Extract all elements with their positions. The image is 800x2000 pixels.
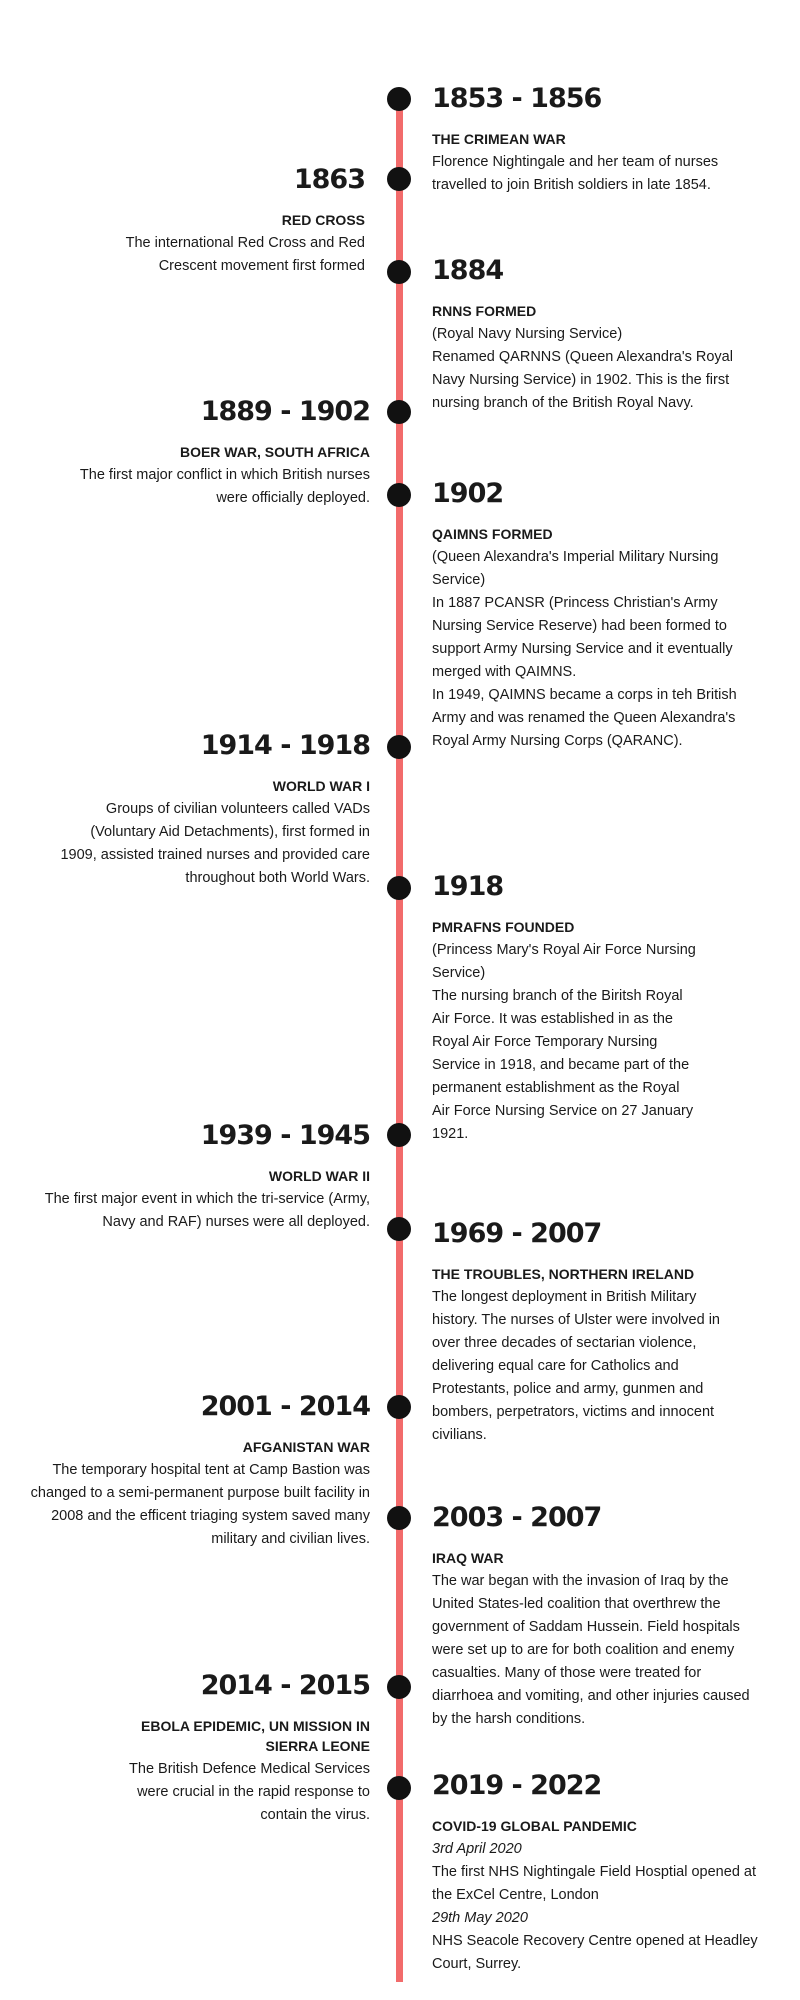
timeline-entry-rnns-formed	[432, 255, 762, 415]
entry-title: EBOLA EPIDEMIC, UN MISSION IN SIERRA LEONE	[141, 1718, 370, 1754]
entry-year: 1884	[432, 255, 504, 286]
entry-body	[105, 232, 365, 278]
entry-text: NHS Seacole Recovery Centre opened at Headley Court, Surrey.	[432, 1933, 758, 1972]
timeline-entry-boer-war	[75, 396, 370, 510]
entry-year: 1889 - 1902	[200, 396, 370, 427]
entry-text: The British Defence Medical Services were crucial in the rapid response to contain the virus.	[129, 1761, 370, 1823]
entry-body	[8, 1459, 370, 1551]
entry-date: 3rd April 2020	[432, 1841, 522, 1857]
entry-year: 1902	[432, 478, 504, 509]
timeline-dot	[387, 1217, 411, 1241]
timeline-entry-crimean-war	[432, 83, 762, 197]
timeline-dot	[387, 1776, 411, 1800]
entry-date: 29th May 2020	[432, 1910, 528, 1926]
entry-text: In 1949, QAIMNS became a corps in teh British Army and was renamed the Queen Alexandra's Royal Army Nursing Corps (QARANC).	[432, 687, 737, 749]
entry-body	[432, 939, 697, 1146]
entry-year: 2014 - 2015	[200, 1670, 370, 1701]
entry-body	[52, 798, 370, 890]
entry-title: THE TROUBLES, NORTHERN IRELAND	[432, 1266, 695, 1282]
entry-year: 2001 - 2014	[200, 1391, 370, 1422]
entry-year: 1914 - 1918	[200, 730, 370, 761]
entry-title: BOER WAR, SOUTH AFRICA	[179, 444, 370, 460]
entry-title: RNNS FORMED	[432, 303, 537, 319]
entry-text: The longest deployment in British Military history. The nurses of Ulster were involved in over three decades of sectarian violence, delivering equal care for Catholics and Protestants, police and army, gunmen and bombers, perpetrators, victims and innocent civilians.	[432, 1289, 720, 1443]
timeline-entry-world-war-1	[52, 730, 370, 890]
entry-body	[75, 464, 370, 510]
timeline-entry-pmrafns-founded	[432, 871, 697, 1146]
timeline-dot	[387, 1506, 411, 1530]
entry-title: QAIMNS FORMED	[432, 526, 553, 542]
timeline-entry-qaimns-formed	[432, 478, 762, 753]
entry-year: 1918	[432, 871, 504, 902]
entry-title: RED CROSS	[281, 212, 365, 228]
entry-text: The nursing branch of the Biritsh Royal Air Force. It was established in as the Royal Air Force Temporary Nursing Service in 1918, and became part of the permanent establishment as the Royal Air Force Nursing Service on 27 January 1921.	[432, 988, 694, 1142]
timeline-dot	[387, 735, 411, 759]
entry-body	[432, 323, 762, 415]
entry-title: WORLD WAR II	[268, 1168, 370, 1184]
entry-text: The war began with the invasion of Iraq by the United States-led coalition that overthrew the government of Saddam Hussein. Field hospitals were set up to are for both coalition and enemy casualties. Many of those were treated for diarrhoea and vomiting, and other injuries caused by the harsh conditions.	[432, 1573, 750, 1727]
timeline-entry-iraq-war	[432, 1502, 762, 1731]
timeline-entry-ebola-epidemic	[115, 1670, 370, 1827]
entry-text: The first major event in which the tri-service (Army, Navy and RAF) nurses were all deployed.	[44, 1191, 370, 1230]
entry-title: IRAQ WAR	[432, 1550, 504, 1566]
entry-text: (Royal Navy Nursing Service)	[432, 326, 623, 342]
entry-text: The first major conflict in which British nurses were officially deployed.	[79, 467, 370, 506]
entry-text: In 1887 PCANSR (Princess Christian's Army Nursing Service Reserve) had been formed to support Army Nursing Service and it eventually merged with QAIMNS.	[432, 595, 733, 680]
entry-text: (Queen Alexandra's Imperial Military Nursing Service)	[432, 549, 719, 588]
entry-title: COVID-19 GLOBAL PANDEMIC	[432, 1818, 637, 1834]
entry-year: 1939 - 1945	[200, 1120, 370, 1151]
entry-text: (Princess Mary's Royal Air Force Nursing Service)	[432, 942, 696, 981]
entry-text: The temporary hospital tent at Camp Bastion was changed to a semi-permanent purpose built facility in 2008 and the efficent triaging system saved many military and civilian lives.	[30, 1462, 370, 1547]
timeline-entry-world-war-2	[40, 1120, 370, 1234]
entry-body	[432, 546, 762, 753]
entry-text: Florence Nightingale and her team of nurses travelled to join British soldiers in late 1854.	[432, 154, 719, 193]
timeline-dot	[387, 260, 411, 284]
entry-body	[40, 1188, 370, 1234]
entry-title: PMRAFNS FOUNDED	[432, 919, 575, 935]
timeline-dot	[387, 167, 411, 191]
entry-body	[432, 1838, 762, 1976]
entry-year: 2019 - 2022	[432, 1770, 602, 1801]
entry-body	[432, 151, 762, 197]
entry-year: 1853 - 1856	[432, 83, 602, 114]
timeline-entry-covid-19	[432, 1770, 762, 1976]
entry-body	[432, 1286, 742, 1447]
timeline-dot	[387, 87, 411, 111]
entry-title: WORLD WAR I	[272, 778, 370, 794]
timeline-dot	[387, 483, 411, 507]
timeline-dot	[387, 1123, 411, 1147]
entry-body	[115, 1758, 370, 1827]
timeline-dot	[387, 1675, 411, 1699]
timeline-entry-red-cross	[105, 164, 365, 278]
entry-text: The international Red Cross and Red Crescent movement first formed	[125, 235, 365, 274]
timeline-entry-the-troubles	[432, 1218, 742, 1447]
timeline-dot	[387, 876, 411, 900]
timeline-dot	[387, 400, 411, 424]
entry-text: Renamed QARNNS (Queen Alexandra's Royal Navy Nursing Service) in 1902. This is the first nursing branch of the British Royal Navy.	[432, 349, 733, 411]
entry-text: Groups of civilian volunteers called VADs (Voluntary Aid Detachments), first formed in 1909, assisted trained nurses and provided care throughout both World Wars.	[60, 801, 370, 886]
entry-title: AFGANISTAN WAR	[242, 1439, 370, 1455]
entry-year: 1969 - 2007	[432, 1218, 602, 1249]
entry-year: 1863	[293, 164, 365, 195]
entry-body	[432, 1570, 762, 1731]
timeline-entry-afganistan-war	[8, 1391, 370, 1551]
entry-year: 2003 - 2007	[432, 1502, 602, 1533]
timeline-dot	[387, 1395, 411, 1419]
entry-title: THE CRIMEAN WAR	[432, 131, 566, 147]
entry-text: The first NHS Nightingale Field Hosptial opened at the ExCel Centre, London	[432, 1864, 756, 1903]
